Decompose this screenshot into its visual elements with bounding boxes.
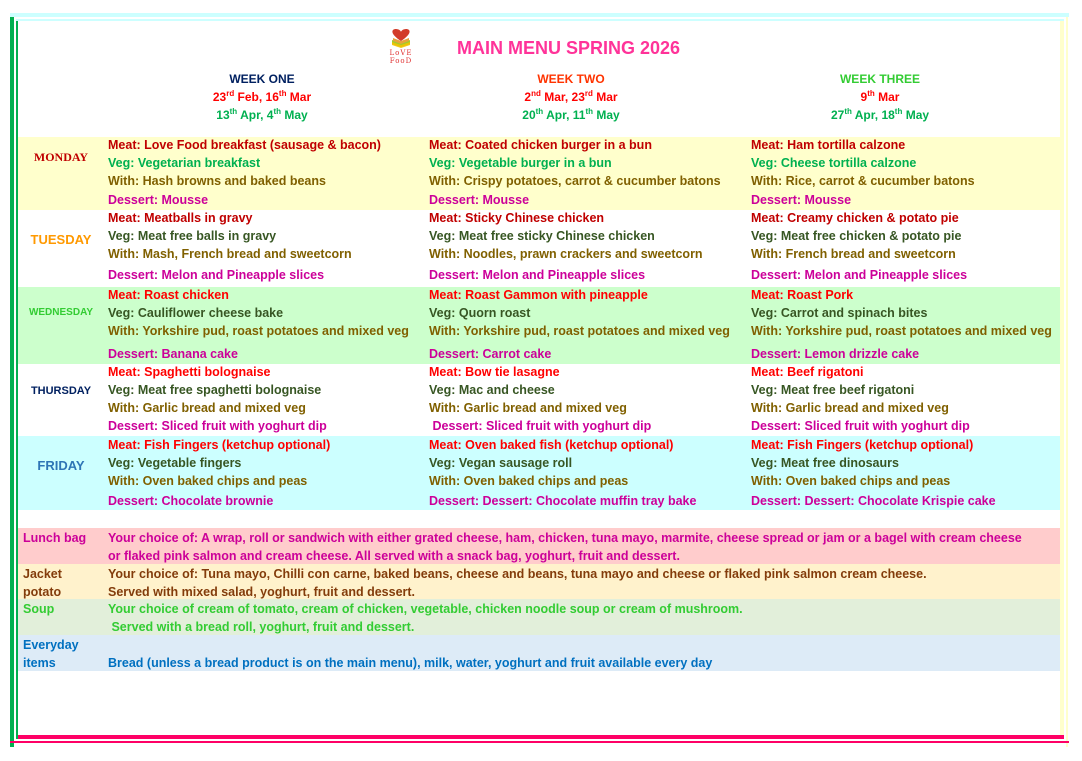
- dessert-item: Dessert: Dessert: Chocolate muffin tray bake: [429, 494, 697, 508]
- everyday-text: Bread (unless a bread product is on the main menu), milk, water, yoghurt and fruit available every day: [108, 656, 713, 670]
- frame-border-right-inner: [1060, 21, 1064, 739]
- dessert-item: Dessert: Carrot cake: [429, 347, 552, 361]
- page-title: MAIN MENU SPRING 2026: [457, 38, 681, 58]
- frame-border-top-inner: [16, 19, 1064, 21]
- everyday-label-line1: Everyday: [23, 638, 79, 652]
- day-row-monday: [18, 137, 1060, 210]
- week-dates-line2: 27th Apr, 18th May: [830, 107, 930, 122]
- veg-item: Veg: Meat free chicken & potato pie: [751, 229, 962, 243]
- with-item: With: Garlic bread and mixed veg: [751, 401, 949, 415]
- veg-item: Veg: Vegetable burger in a bun: [429, 156, 612, 170]
- day-label: FRIDAY: [37, 458, 85, 473]
- veg-item: Veg: Meat free dinosaurs: [751, 456, 899, 470]
- week-name: WEEK TWO: [537, 72, 605, 86]
- veg-item: Veg: Meat free balls in gravy: [108, 229, 277, 243]
- everyday-label-line2: items: [23, 656, 56, 670]
- everyday-items-row: [18, 635, 1060, 671]
- jacket-potato-label-line2: potato: [23, 585, 62, 599]
- veg-item: Veg: Vegetable fingers: [108, 456, 242, 470]
- love-food-logo: [378, 28, 424, 65]
- with-item: With: Yorkshire pud, roast potatoes and mixed veg: [108, 324, 409, 338]
- soup-label: Soup: [23, 602, 55, 616]
- meat-item: Meat: Ham tortilla calzone: [751, 138, 906, 152]
- week-dates-line1: 2nd Mar, 23rd Mar: [524, 89, 618, 104]
- dessert-item: Dessert: Melon and Pineapple slices: [751, 268, 968, 282]
- meat-item: Meat: Fish Fingers (ketchup optional): [108, 438, 331, 452]
- day-label: THURSDAY: [30, 385, 92, 397]
- jacket-potato-text-line1: Your choice of: Tuna mayo, Chilli con carne, baked beans, cheese and beans, tuna mayo and cheese or flaked pink salmon cream cheese.: [108, 567, 927, 581]
- logo-text: LoVE FooD: [389, 49, 413, 65]
- dessert-item: Dessert: Sliced fruit with yoghurt dip: [108, 419, 327, 433]
- soup-text-line1: Your choice of cream of tomato, cream of chicken, vegetable, chicken noodle soup or cream of mushroom.: [108, 602, 743, 616]
- jacket-potato-text-line2: Served with mixed salad, yoghurt, fruit and dessert.: [108, 585, 416, 599]
- with-item: With: Mash, French bread and sweetcorn: [108, 247, 352, 261]
- veg-item: Veg: Meat free sticky Chinese chicken: [429, 229, 655, 243]
- meat-item: Meat: Oven baked fish (ketchup optional): [429, 438, 674, 452]
- veg-item: Veg: Cheese tortilla calzone: [751, 156, 917, 170]
- day-label: TUESDAY: [30, 232, 92, 247]
- with-item: With: Hash browns and baked beans: [108, 174, 326, 188]
- with-item: With: French bread and sweetcorn: [751, 247, 956, 261]
- veg-item: Veg: Vegetarian breakfast: [108, 156, 261, 170]
- heart-books-icon: [378, 28, 424, 50]
- jacket-potato-row: [18, 564, 1060, 599]
- dessert-item: Dessert: Dessert: Chocolate Krispie cake: [751, 494, 996, 508]
- meat-item: Meat: Fish Fingers (ketchup optional): [751, 438, 974, 452]
- meat-item: Meat: Beef rigatoni: [751, 365, 864, 379]
- meat-item: Meat: Bow tie lasagne: [429, 365, 560, 379]
- soup-text-line2: Served with a bread roll, yoghurt, fruit and dessert.: [108, 620, 415, 634]
- with-item: With: Yorkshire pud, roast potatoes and mixed veg: [429, 324, 730, 338]
- meat-item: Meat: Coated chicken burger in a bun: [429, 138, 652, 152]
- dessert-item: Dessert: Chocolate brownie: [108, 494, 274, 508]
- veg-item: Veg: Meat free beef rigatoni: [751, 383, 915, 397]
- jacket-potato-label-line1: Jacket: [23, 567, 62, 581]
- with-item: With: Rice, carrot & cucumber batons: [751, 174, 975, 188]
- dessert-item: Dessert: Sliced fruit with yoghurt dip: [751, 419, 970, 433]
- week-name: WEEK THREE: [839, 72, 920, 86]
- meat-item: Meat: Sticky Chinese chicken: [429, 211, 605, 225]
- week-dates-line2: 20th Apr, 11th May: [522, 107, 620, 122]
- frame-border-bottom: [10, 741, 1069, 743]
- frame-border-top: [10, 13, 1069, 17]
- week-dates-line1: 23rd Feb, 16th Mar: [212, 89, 312, 104]
- week-two-header: [421, 70, 721, 124]
- veg-item: Veg: Meat free spaghetti bolognaise: [108, 383, 322, 397]
- dessert-item: Dessert: Mousse: [751, 193, 852, 207]
- day-label: WEDNESDAY: [28, 307, 94, 318]
- day-row-tuesday: [18, 210, 1060, 287]
- with-item: With: Garlic bread and mixed veg: [108, 401, 306, 415]
- week-dates-line1: 9th Mar: [860, 89, 900, 104]
- meat-item: Meat: Roast Pork: [751, 288, 854, 302]
- meat-item: Meat: Spaghetti bolognaise: [108, 365, 271, 379]
- dessert-item: Dessert: Lemon drizzle cake: [751, 347, 920, 361]
- frame-border-left: [10, 17, 14, 747]
- veg-item: Veg: Vegan sausage roll: [429, 456, 573, 470]
- day-row-friday: [18, 436, 1060, 510]
- dessert-item: Dessert: Mousse: [108, 193, 209, 207]
- week-dates-line2: 13th Apr, 4th May: [216, 107, 308, 122]
- dessert-item: Dessert: Sliced fruit with yoghurt dip: [429, 419, 652, 433]
- meat-item: Meat: Love Food breakfast (sausage & bacon): [108, 138, 381, 152]
- meat-item: Meat: Creamy chicken & potato pie: [751, 211, 959, 225]
- veg-item: Veg: Quorn roast: [429, 306, 531, 320]
- dessert-item: Dessert: Melon and Pineapple slices: [108, 268, 325, 282]
- veg-item: Veg: Mac and cheese: [429, 383, 555, 397]
- frame-border-right: [1066, 17, 1068, 747]
- frame-border-bottom-inner: [18, 735, 1064, 739]
- soup-row: [18, 599, 1060, 635]
- with-item: With: Noodles, prawn crackers and sweetcorn: [429, 247, 703, 261]
- meat-item: Meat: Meatballs in gravy: [108, 211, 253, 225]
- veg-item: Veg: Cauliflower cheese bake: [108, 306, 284, 320]
- meat-item: Meat: Roast Gammon with pineapple: [429, 288, 648, 302]
- week-one-header: [112, 70, 412, 124]
- lunch-bag-row: [18, 528, 1060, 564]
- week-name: WEEK ONE: [229, 72, 295, 86]
- dessert-item: Dessert: Banana cake: [108, 347, 238, 361]
- day-label: MONDAY: [33, 150, 89, 164]
- dessert-item: Dessert: Mousse: [429, 193, 530, 207]
- with-item: With: Oven baked chips and peas: [429, 474, 629, 488]
- with-item: With: Yorkshire pud, roast potatoes and mixed veg: [751, 324, 1052, 338]
- meat-item: Meat: Roast chicken: [108, 288, 229, 302]
- day-row-thursday: [18, 364, 1060, 436]
- dessert-item: Dessert: Melon and Pineapple slices: [429, 268, 646, 282]
- lunch-bag-text-line2: or flaked pink salmon and cream cheese. All served with a snack bag, yoghurt, fruit and dessert.: [108, 549, 680, 563]
- with-item: With: Garlic bread and mixed veg: [429, 401, 627, 415]
- lunch-bag-label: Lunch bag: [23, 531, 87, 545]
- lunch-bag-text-line1: Your choice of: A wrap, roll or sandwich with either grated cheese, ham, chicken, tuna mayo, marmite, cheese spread or jam or a bagel with cream cheese: [108, 531, 1022, 545]
- with-item: With: Oven baked chips and peas: [108, 474, 308, 488]
- veg-item: Veg: Carrot and spinach bites: [751, 306, 928, 320]
- with-item: With: Crispy potatoes, carrot & cucumber batons: [429, 174, 721, 188]
- week-three-header: [730, 70, 1030, 124]
- day-row-wednesday: [18, 287, 1060, 364]
- with-item: With: Oven baked chips and peas: [751, 474, 951, 488]
